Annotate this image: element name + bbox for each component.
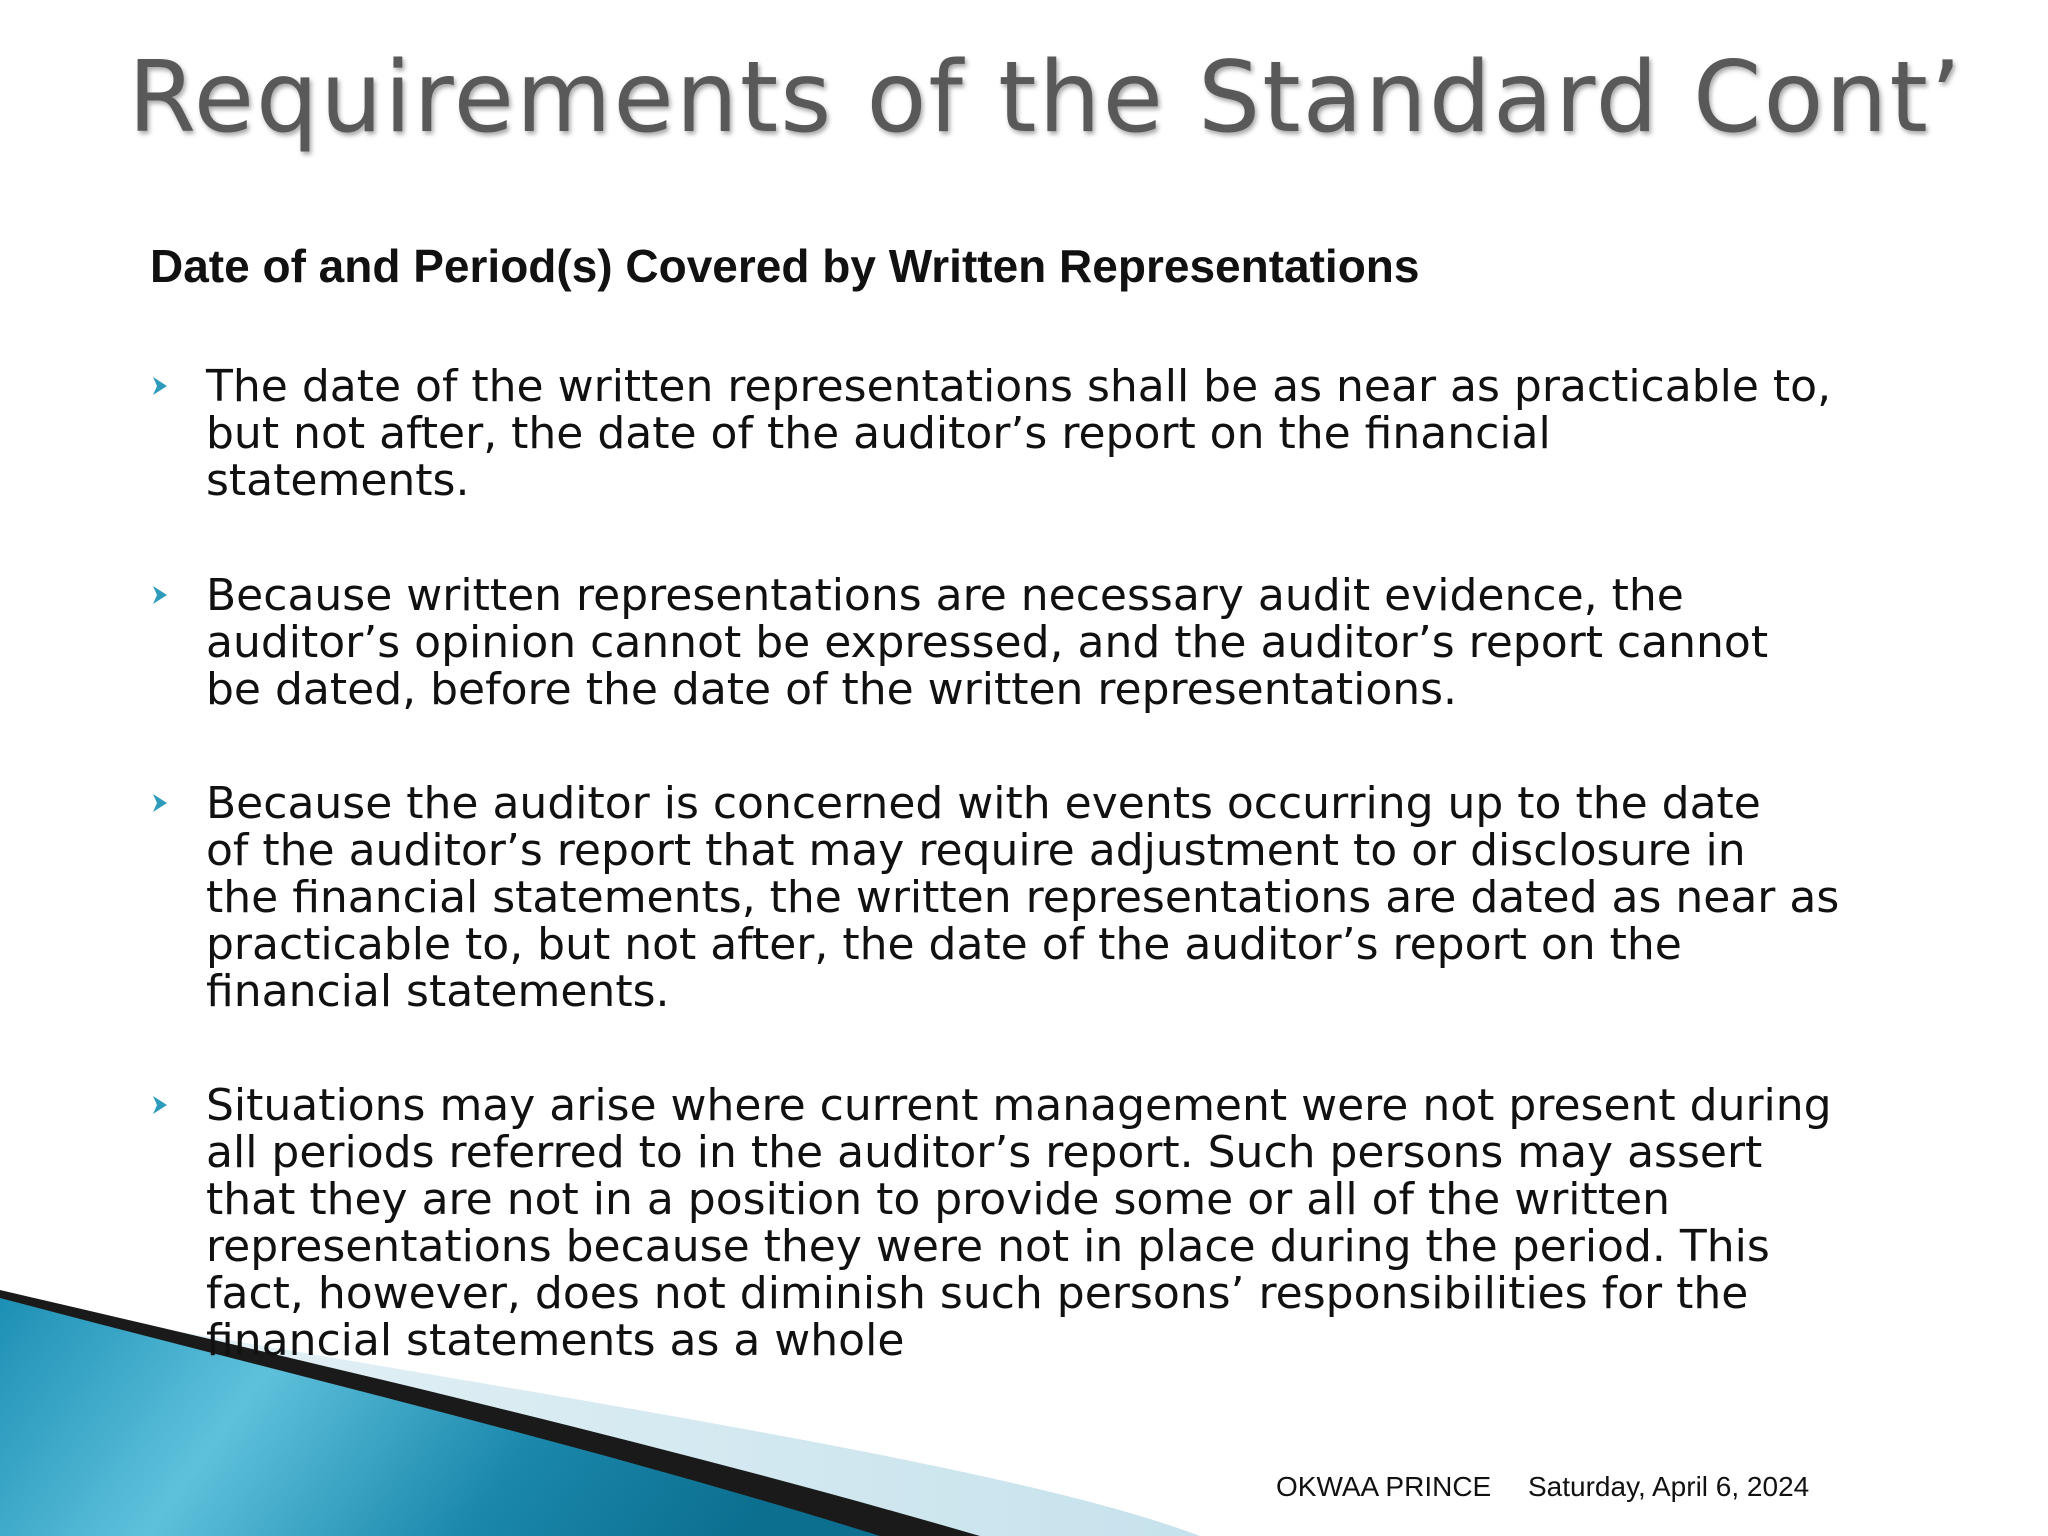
slide-title: Requirements of the Standard Cont’ [128,41,1964,155]
bullet-text: Situations may arise where current management were not present during all periods referred to in the auditor’s report. Such persons may assert that they are not in a position to provide some or all of the written representations because they were not in place during the period. This fact, however, does not diminish such persons’ responsibilities for the financial statements as a whole [206,1080,1832,1366]
bullet-item [150,780,1950,1015]
footer-date: Saturday, April 6, 2024 [1528,1471,1810,1502]
bullet-text: Because written representations are necessary audit evidence, the auditor’s opinion cannot be expressed, and the auditor’s report cannot be dated, before the date of the written representations. [206,570,1769,715]
bullet-text: Because the auditor is concerned with events occurring up to the date of the auditor’s report that may require adjustment to or disclosure in the financial statements, the written representations are dated as near as practicable to, but not after, the date of the auditor’s report on the financial statements. [206,778,1840,1017]
section-heading: Date of and Period(s) Covered by Written Representations [150,240,1420,292]
arrow-bullet-icon [150,1090,170,1120]
bullet-item [150,1082,1950,1364]
footer-author: OKWAA PRINCE [1276,1471,1492,1502]
bullet-text: The date of the written representations shall be as near as practicable to, but not after, the date of the auditor’s report on the financial statements. [206,361,1832,506]
bullet-item [150,572,1950,713]
arrow-bullet-icon [150,788,170,818]
bullet-item [150,363,1950,504]
arrow-bullet-icon [150,580,170,610]
arrow-bullet-icon [150,371,170,401]
